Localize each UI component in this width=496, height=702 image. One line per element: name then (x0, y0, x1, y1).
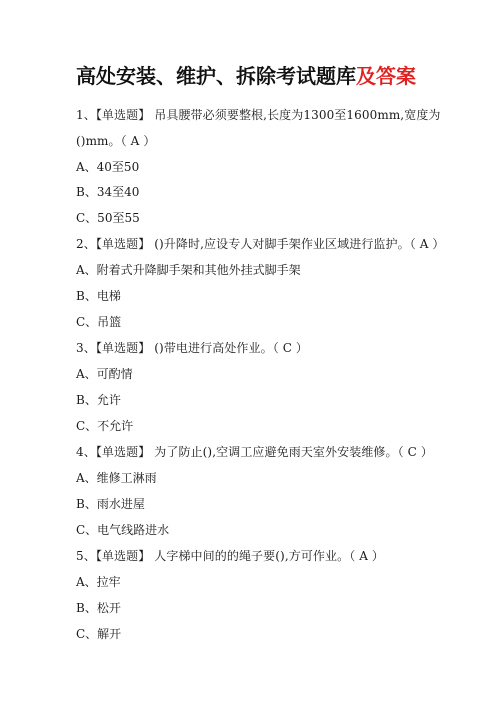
question-1-option-c: C、50至55 (76, 211, 140, 225)
title-accent: 及答案 (356, 64, 416, 88)
question-2-text: 2、【单选题】 ()升降时,应设专人对脚手架作业区域进行监护。（ A ） (76, 237, 445, 251)
question-1-text: 1、【单选题】 吊具腰带必须要整根,长度为1300至1600mm,宽度为 (76, 108, 441, 122)
question-2-option-b: B、电梯 (76, 289, 121, 303)
document-title (76, 62, 416, 90)
question-5-option-a: A、拉牢 (76, 575, 121, 589)
question-3-option-a: A、可酌情 (76, 367, 133, 381)
question-5-option-b: B、松开 (76, 601, 121, 615)
question-1-text-cont: ()mm。（ A ） (76, 134, 156, 148)
question-4-text: 4、【单选题】 为了防止(),空调工应避免雨天室外安装维修。（ C ） (76, 445, 433, 459)
question-5-option-c: C、解开 (76, 627, 122, 641)
question-4-option-c: C、电气线路进水 (76, 523, 170, 537)
question-2-option-a: A、附着式升降脚手架和其他外挂式脚手架 (76, 263, 301, 277)
title-main: 高处安装、维护、拆除考试题库 (76, 64, 356, 88)
question-4-option-a: A、维修工淋雨 (76, 471, 157, 485)
question-3-text: 3、【单选题】 ()带电进行高处作业。（ C ） (76, 341, 309, 355)
question-3-option-c: C、不允许 (76, 419, 134, 433)
question-3-option-b: B、允许 (76, 393, 121, 407)
question-1-option-a: A、40至50 (76, 160, 140, 174)
question-2-option-c: C、吊篮 (76, 315, 122, 329)
question-1-option-b: B、34至40 (76, 185, 140, 199)
question-4-option-b: B、雨水进屋 (76, 497, 145, 511)
question-5-text: 5、【单选题】 人字梯中间的的绳子要(),方可作业。（ A ） (76, 549, 385, 563)
